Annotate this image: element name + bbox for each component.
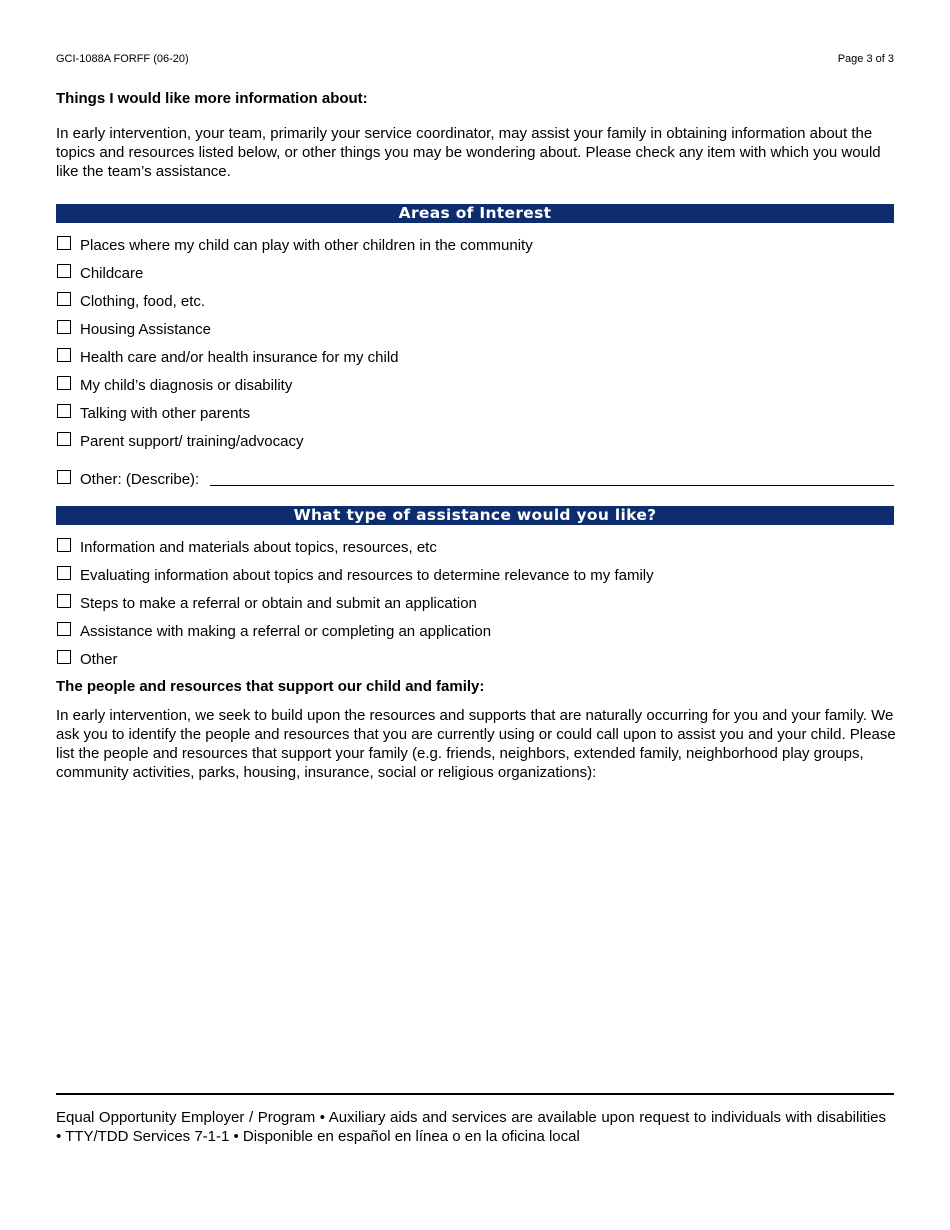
checkbox[interactable] bbox=[57, 376, 71, 390]
assistance-item-label: Information and materials about topics, resources, etc bbox=[80, 539, 437, 556]
assistance-item-label: Evaluating information about topics and resources to determine relevance to my family bbox=[80, 567, 654, 584]
support-section-text: In early intervention, we seek to build upon the resources and supports that are naturally occurring for you and your family. We ask you to identify the people and resources that you are currently using or could call upon to assist you and your child. Please list the people and resources that support your family (e.g. friends, neighbors, extended family, neighborhood play groups, community activities, parks, housing, insurance, social or religious organizations): bbox=[56, 707, 896, 781]
checkbox[interactable] bbox=[57, 404, 71, 418]
info-section-intro: In early intervention, your team, primarily your service coordinator, may assist your family in obtaining information about the topics and resources listed below, or other things you may be wondering about. Please check any item with which you would like the team’s assistance. bbox=[56, 125, 881, 180]
checkbox[interactable] bbox=[57, 538, 71, 552]
checkbox[interactable] bbox=[57, 348, 71, 362]
interest-item-label: Talking with other parents bbox=[80, 405, 251, 422]
support-section-title: The people and resources that support our child and family: bbox=[56, 678, 485, 695]
other-describe-field[interactable] bbox=[210, 485, 894, 486]
interest-item-label: Clothing, food, etc. bbox=[80, 293, 206, 310]
assistance-item-label: Other bbox=[80, 651, 118, 668]
checkbox[interactable] bbox=[57, 432, 71, 446]
footer-text: Equal Opportunity Employer / Program • Auxiliary aids and services are available upon request to individuals with disabilities • TTY/TDD Services 7-1-1 • Disponible en español en línea o en la oficina local bbox=[56, 1109, 886, 1145]
interest-item-label: Housing Assistance bbox=[80, 321, 211, 338]
areas-of-interest-banner: Areas of Interest bbox=[56, 204, 894, 223]
interest-item-label: Health care and/or health insurance for my child bbox=[80, 349, 399, 366]
checkbox[interactable] bbox=[57, 622, 71, 636]
info-section-title: Things I would like more information about: bbox=[56, 90, 368, 107]
interest-item-label: Places where my child can play with other children in the community bbox=[80, 237, 533, 254]
form-id: GCI-1088A FORFF (06-20) bbox=[56, 53, 189, 65]
checkbox[interactable] bbox=[57, 470, 71, 484]
checkbox[interactable] bbox=[57, 566, 71, 580]
checkbox[interactable] bbox=[57, 320, 71, 334]
checkbox[interactable] bbox=[57, 264, 71, 278]
interest-item-label: Childcare bbox=[80, 265, 144, 282]
checkbox[interactable] bbox=[57, 594, 71, 608]
interest-item-label: Parent support/ training/advocacy bbox=[80, 433, 304, 450]
page-number: Page 3 of 3 bbox=[837, 53, 894, 65]
checkbox[interactable] bbox=[57, 292, 71, 306]
checkbox[interactable] bbox=[57, 650, 71, 664]
interest-other-label: Other: (Describe): bbox=[80, 471, 200, 488]
assistance-item-label: Assistance with making a referral or completing an application bbox=[80, 623, 492, 640]
checkbox[interactable] bbox=[57, 236, 71, 250]
assistance-banner: What type of assistance would you like? bbox=[56, 506, 894, 525]
interest-item-label: My child’s diagnosis or disability bbox=[80, 377, 293, 394]
footer-divider bbox=[56, 1093, 894, 1095]
assistance-item-label: Steps to make a referral or obtain and submit an application bbox=[80, 595, 477, 612]
